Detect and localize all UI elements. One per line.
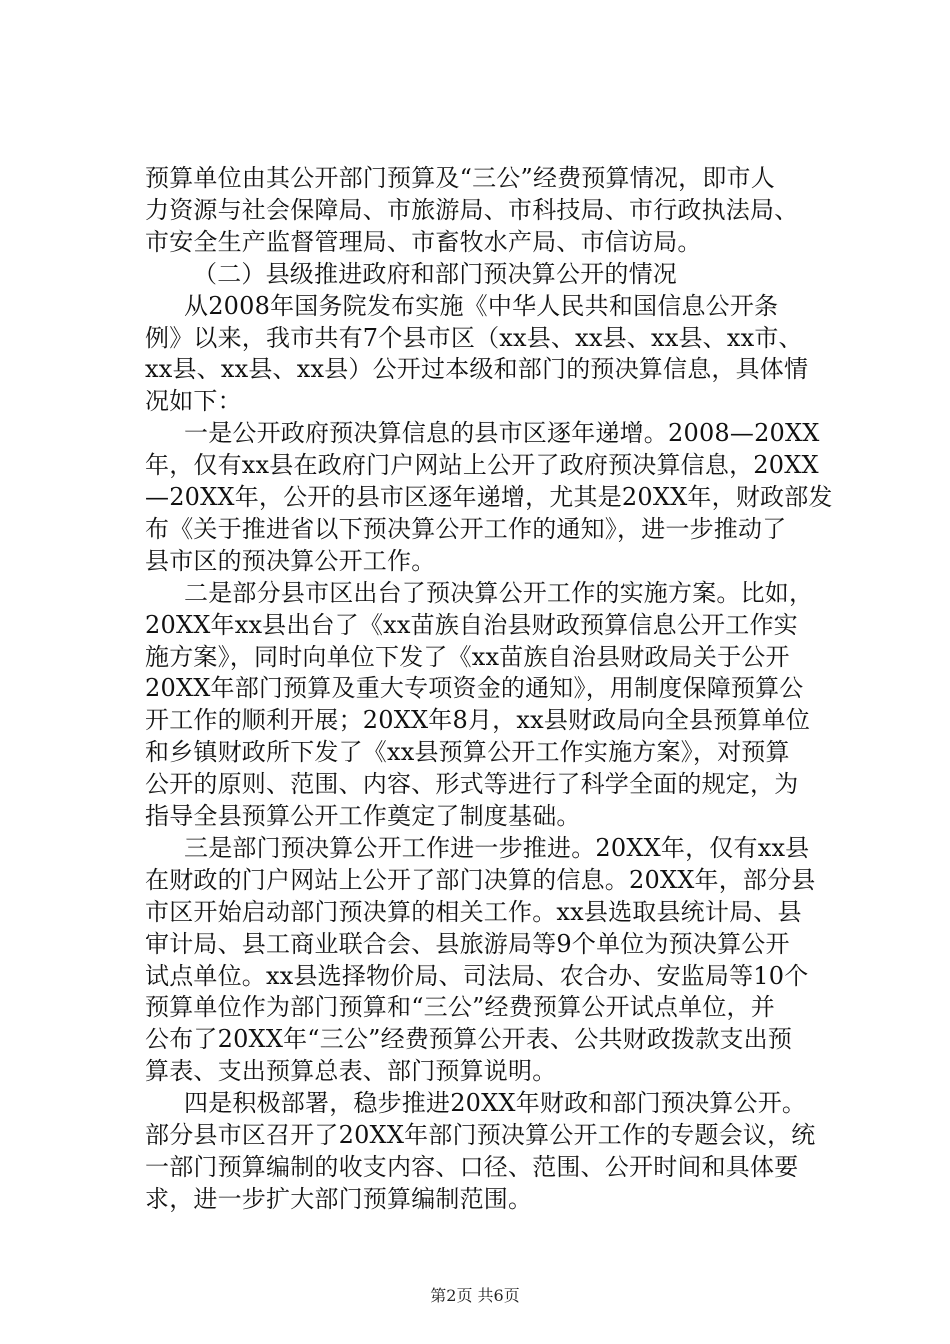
paragraph-line: 算表、支出预算总表、部门预算说明。 <box>145 1057 557 1086</box>
paragraph-line: 部分县市区召开了20XX年部门预决算公开工作的专题会议，统 <box>145 1121 816 1149</box>
paragraph-line: 审计局、县工商业联合会、县旅游局等9个单位为预决算公开 <box>145 929 790 958</box>
paragraph-line: 指导全县预算公开工作奠定了制度基础。 <box>145 802 581 830</box>
paragraph-line: xx县、xx县、xx县）公开过本级和部门的预决算信息，具体情 <box>145 355 809 384</box>
paragraph-line: —20XX年，公开的县市区逐年递增，尤其是20XX年，财政部发 <box>145 483 833 511</box>
paragraph-line: 市安全生产监督管理局、市畜牧水产局、市信访局。 <box>145 227 702 256</box>
paragraph-line: 年，仅有xx县在政府门户网站上公开了政府预决算信息，20XX <box>145 451 819 480</box>
paragraph-line: 在财政的门户网站上公开了部门决算的信息。20XX年，部分县 <box>145 865 816 894</box>
paragraph-line: 布《关于推进省以下预决算公开工作的通知》，进一步推动了 <box>145 514 787 543</box>
paragraph-line: 况如下： <box>145 387 242 416</box>
paragraph-line: 和乡镇财政所下发了《xx县预算公开工作实施方案》，对预算 <box>145 738 790 767</box>
paragraph-line: 力资源与社会保障局、市旅游局、市科技局、市行政执法局、 <box>145 195 799 224</box>
paragraph-line: 例》以来，我市共有7个县市区（xx县、xx县、xx县、xx市、 <box>145 323 803 352</box>
page-footer: 第2页 共6页 <box>430 1286 520 1305</box>
paragraph-line: 预算单位作为部门预算和“三公”经费预算公开试点单位，并 <box>145 993 775 1022</box>
paragraph-line: 从2008年国务院发布实施《中华人民共和国信息公开条 <box>184 291 779 320</box>
paragraph-line: 20XX年xx县出台了《xx苗族自治县财政预算信息公开工作实 <box>145 610 798 639</box>
paragraph-line: 一是公开政府预决算信息的县市区逐年递增。2008—20XX <box>184 419 820 448</box>
paragraph-line: 市区开始启动部门预决算的相关工作。xx县选取县统计局、县 <box>145 897 802 926</box>
paragraph-line: 开工作的顺利开展；20XX年8月，xx县财政局向全县预算单位 <box>145 706 811 735</box>
paragraph-line: 20XX年部门预算及重大专项资金的通知》，用制度保障预算公 <box>145 674 804 703</box>
section-heading: （二）县级推进政府和部门预决算公开的情况 <box>193 259 677 288</box>
paragraph-line: 公开的原则、范围、内容、形式等进行了科学全面的规定，为 <box>145 770 799 799</box>
paragraph-line: 预算单位由其公开部门预算及“三公”经费预算情况，即市人 <box>145 164 775 192</box>
paragraph-line: 三是部门预决算公开工作进一步推进。20XX年，仅有xx县 <box>184 833 810 862</box>
paragraph-line: 公布了20XX年“三公”经费预算公开表、公共财政拨款支出预 <box>145 1025 793 1054</box>
paragraph-line: 一部门预算编制的收支内容、口径、范围、公开时间和具体要 <box>145 1152 799 1181</box>
paragraph-line: 求，进一步扩大部门预算编制范围。 <box>145 1184 533 1213</box>
paragraph-line: 施方案》，同时向单位下发了《xx苗族自治县财政局关于公开 <box>145 642 790 671</box>
paragraph-line: 四是积极部署，稳步推进20XX年财政和部门预决算公开。 <box>184 1089 807 1118</box>
paragraph-line: 县市区的预决算公开工作。 <box>145 546 436 575</box>
paragraph-line: 试点单位。xx县选择物价局、司法局、农合办、安监局等10个 <box>145 961 809 990</box>
paragraph-line: 二是部分县市区出台了预决算公开工作的实施方案。比如， <box>184 578 814 607</box>
